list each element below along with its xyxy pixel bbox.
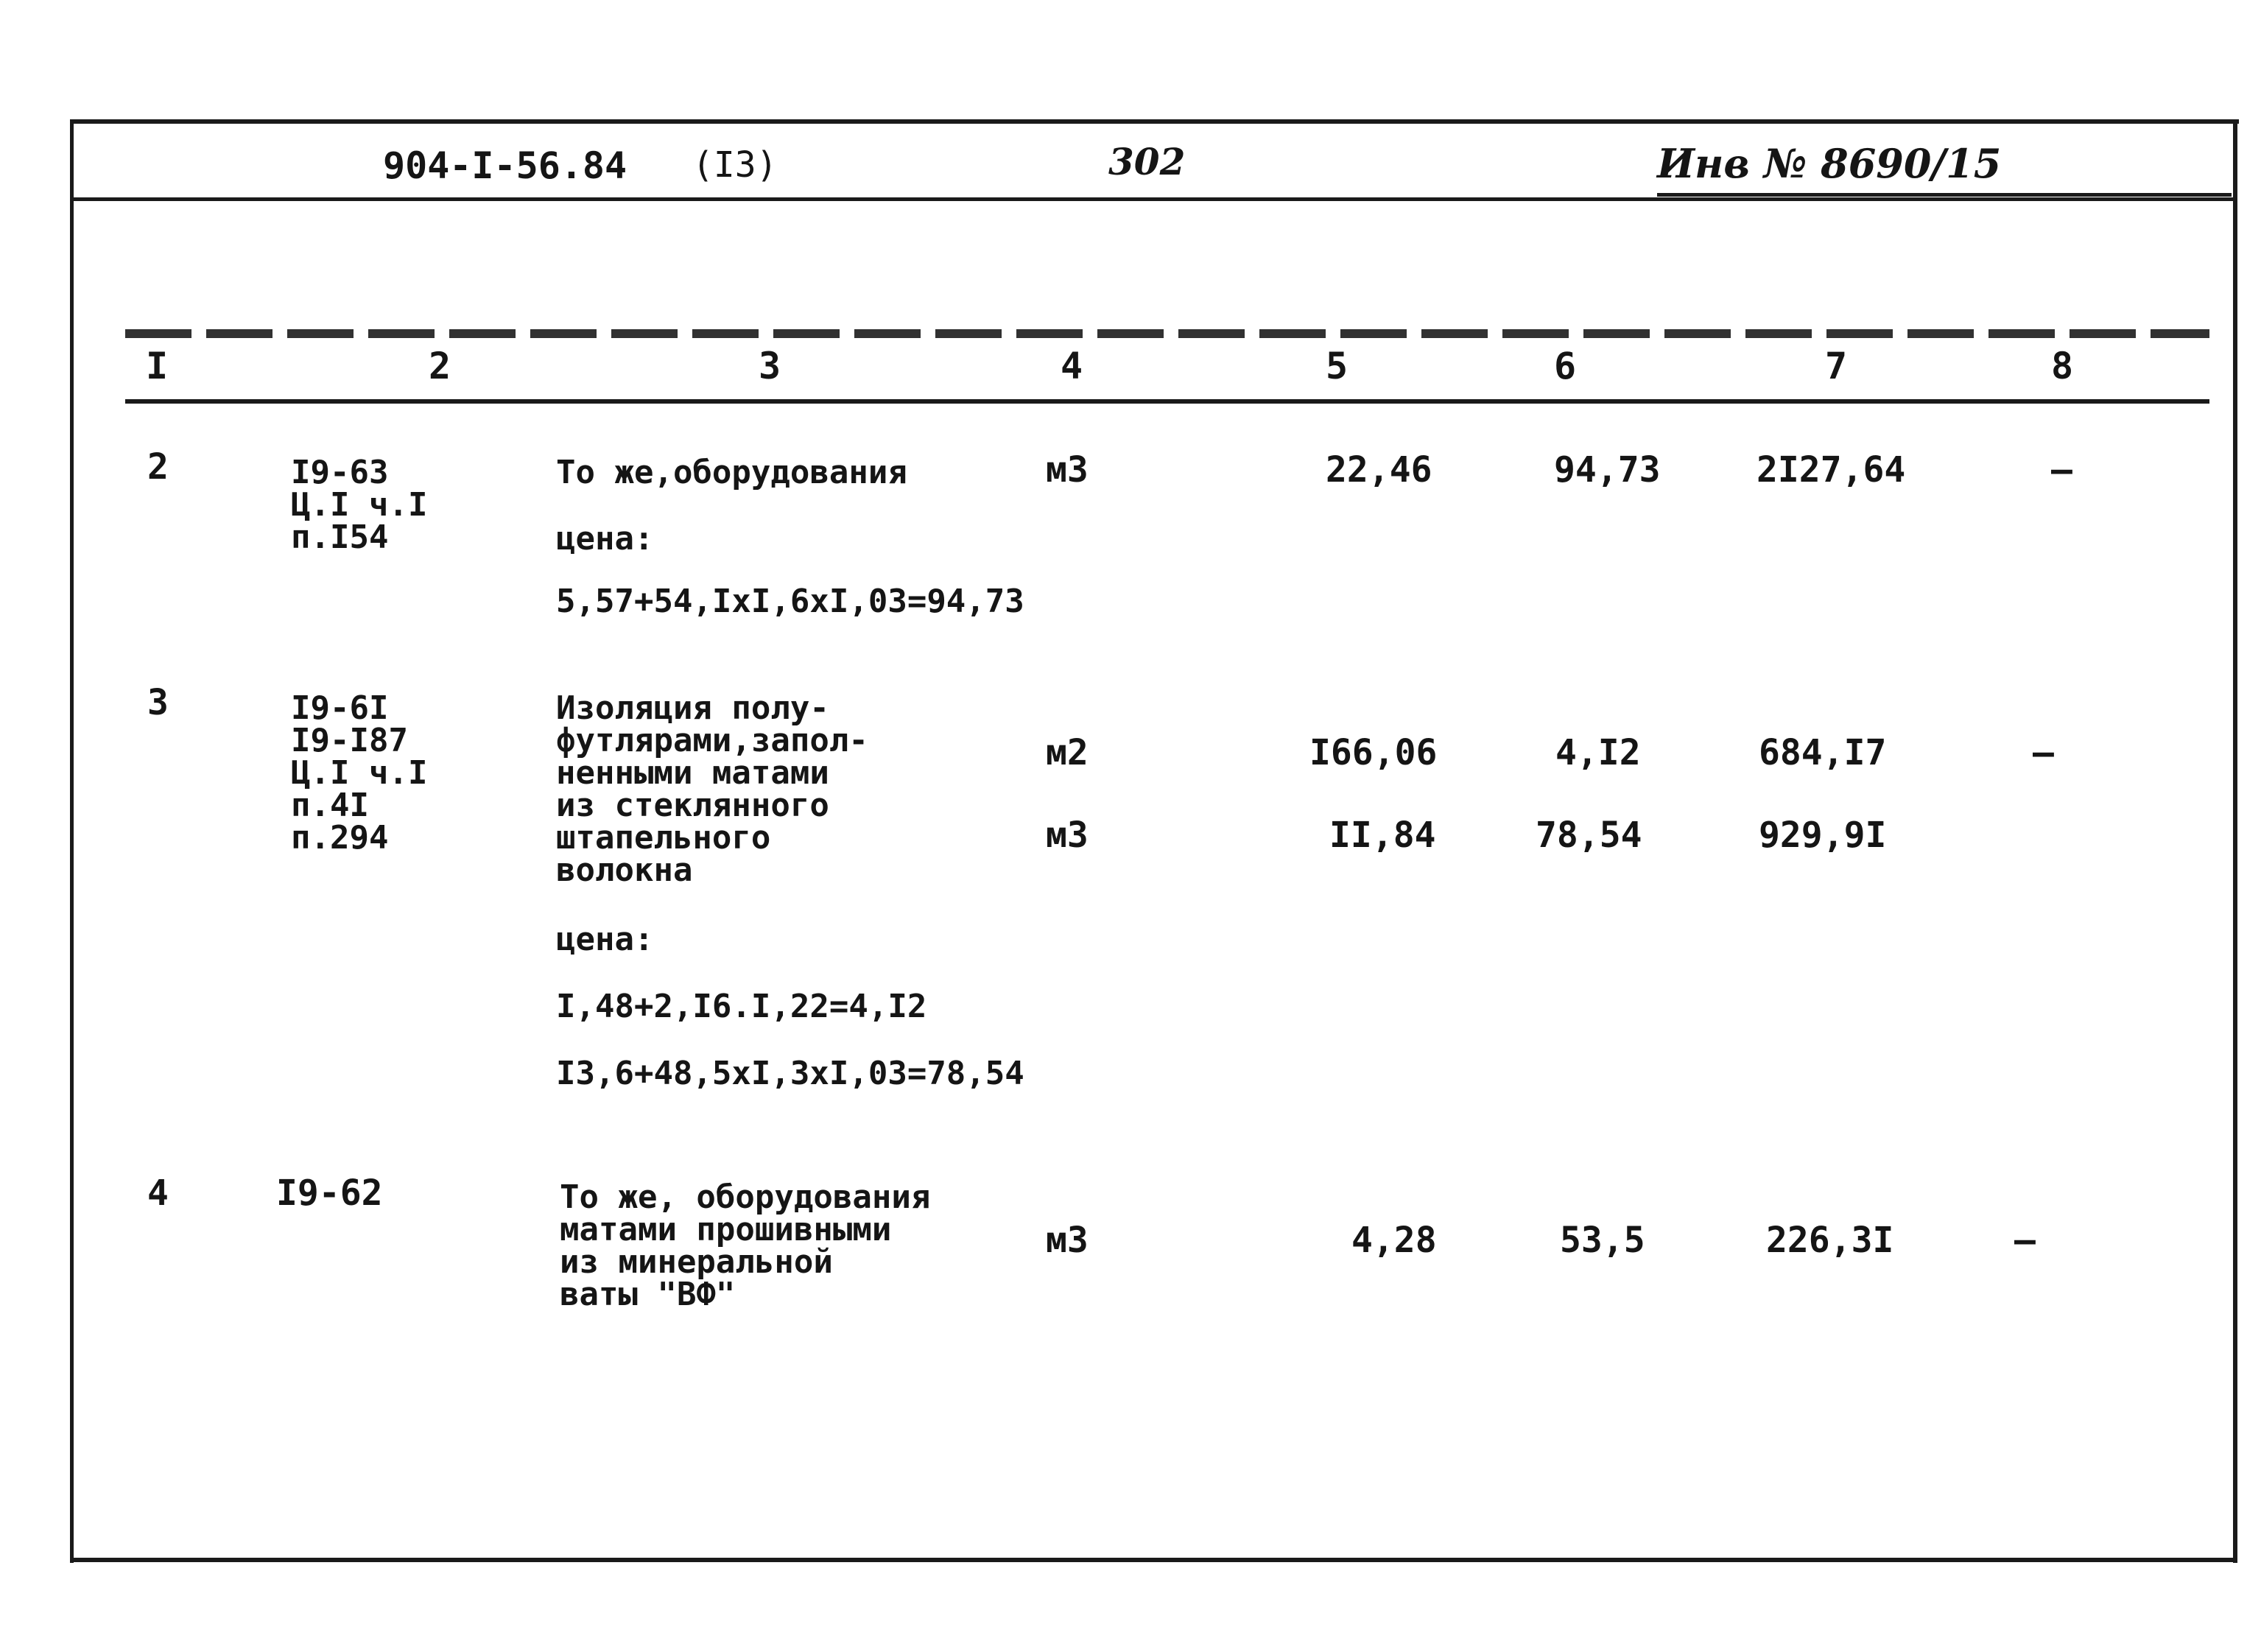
inventory-number: Инв № 8690/15 <box>1657 140 2002 187</box>
frame-bottom-border <box>70 1558 2237 1562</box>
total-cost: 929,9I <box>1759 815 1887 856</box>
unit-price: 94,73 <box>1554 449 1661 491</box>
unit-price: 78,54 <box>1536 815 1642 856</box>
description-line: Изоляция полу- <box>556 689 829 727</box>
unit: м3 <box>1046 1220 1089 1261</box>
price-label: цена: <box>556 520 654 558</box>
column-number-6: 6 <box>1554 345 1577 387</box>
column-number-1: I <box>146 345 169 387</box>
description-line: футлярами,запол- <box>556 722 868 759</box>
description-line: ненными матами <box>556 754 829 792</box>
description-line: матами прошивными <box>560 1211 892 1248</box>
total-cost: 2I27,64 <box>1757 449 1906 491</box>
description-line: штапельного <box>556 819 771 857</box>
column-number-7: 7 <box>1825 345 1848 387</box>
norm-code-line: Ц.I ч.I <box>291 486 428 524</box>
unit-price: 4,I2 <box>1555 732 1641 773</box>
price-formula: I3,6+48,5xI,3xI,03=78,54 <box>556 1055 1024 1092</box>
norm-code-line: п.I54 <box>291 519 389 556</box>
description-line: волокна <box>556 851 693 889</box>
row-number: 3 <box>147 682 169 723</box>
description-line: из минеральной <box>560 1243 833 1281</box>
norm-code-line: I9-63 <box>291 454 389 491</box>
unit: м2 <box>1046 732 1089 773</box>
unit: м3 <box>1046 449 1089 491</box>
norm-code-line: Ц.I ч.I <box>291 754 428 792</box>
document-code: 904-I-56.84 <box>383 144 627 187</box>
row-number: 2 <box>147 446 169 488</box>
quantity: 22,46 <box>1326 449 1432 491</box>
column-number-4: 4 <box>1061 345 1083 387</box>
column-number-3: 3 <box>759 345 781 387</box>
quantity: 4,28 <box>1351 1220 1437 1261</box>
unit-price: 53,5 <box>1560 1220 1645 1261</box>
total-cost: 684,I7 <box>1759 732 1887 773</box>
total-cost: 226,3I <box>1766 1220 1894 1261</box>
unit: м3 <box>1046 815 1089 856</box>
norm-code-line: I9-62 <box>276 1173 383 1214</box>
inventory-underline <box>1657 193 2232 197</box>
column-header-bottom-rule <box>125 399 2209 404</box>
column-number-5: 5 <box>1326 345 1348 387</box>
column-header-top-rule <box>125 329 2209 338</box>
frame-right-border <box>2233 119 2237 1563</box>
frame-top-border <box>74 119 2239 124</box>
column-number-2: 2 <box>429 345 451 387</box>
frame-left-border <box>70 119 74 1563</box>
description-line: из стеклянного <box>556 787 829 824</box>
quantity: II,84 <box>1329 815 1436 856</box>
description-line: ваты "ВФ" <box>560 1276 736 1313</box>
quantity: I66,06 <box>1309 732 1438 773</box>
norm-code-line: I9-6I <box>291 689 389 727</box>
page-number: 302 <box>1108 140 1186 183</box>
price-formula: 5,57+54,IxI,6xI,03=94,73 <box>556 583 1024 620</box>
column-8-value: – <box>2051 449 2072 491</box>
price-formula: I,48+2,I6.I,22=4,I2 <box>556 988 927 1025</box>
header-divider <box>74 197 2235 201</box>
sheet-index: (I3) <box>692 144 778 186</box>
description-line: То же, оборудования <box>560 1178 931 1216</box>
norm-code-line: I9-I87 <box>291 722 408 759</box>
price-label: цена: <box>556 921 654 958</box>
column-8-value: – <box>2014 1220 2036 1261</box>
column-number-8: 8 <box>2051 345 2074 387</box>
norm-code-line: п.294 <box>291 819 389 857</box>
row-number: 4 <box>147 1173 169 1214</box>
column-8-value: – <box>2033 732 2054 773</box>
norm-code-line: п.4I <box>291 787 369 824</box>
description-line: То же,оборудования <box>556 454 907 491</box>
